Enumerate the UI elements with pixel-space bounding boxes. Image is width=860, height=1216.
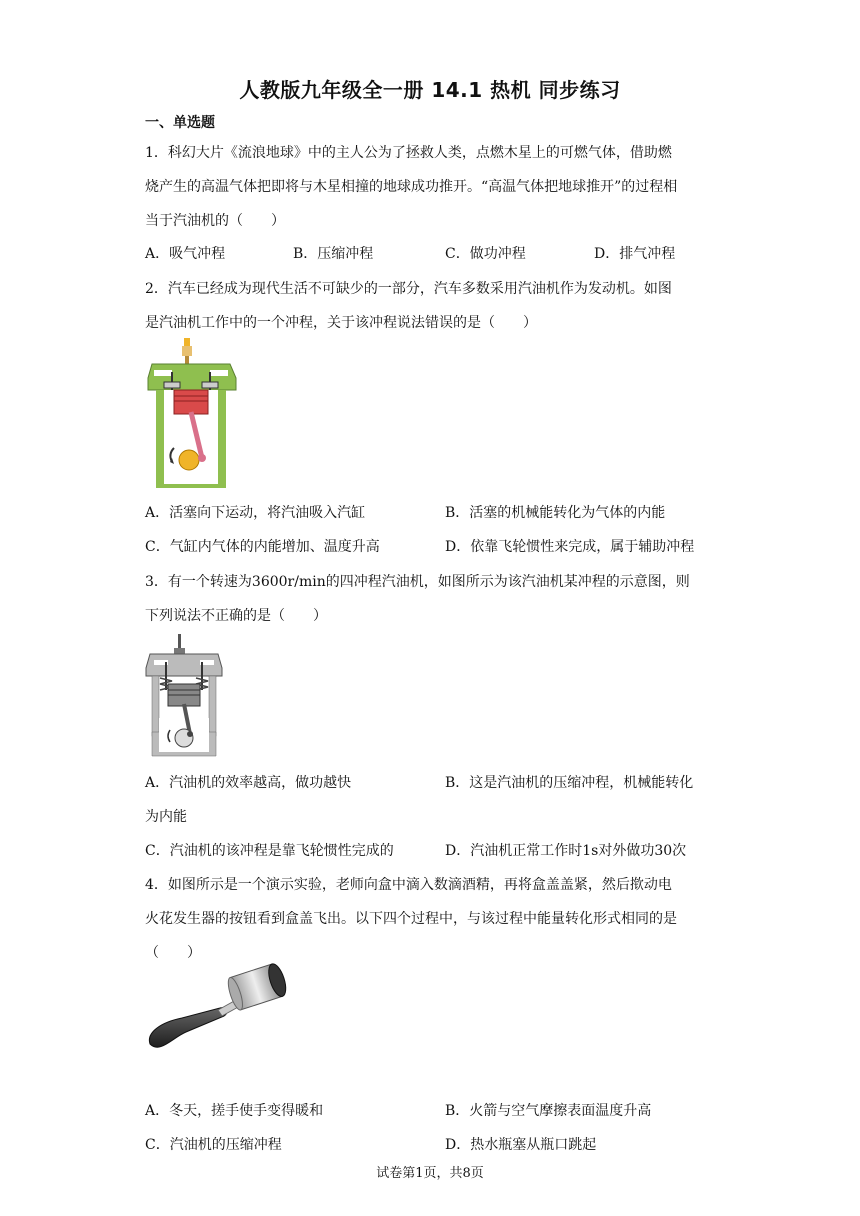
q1-line-1: 1．科幻大片《流浪地球》中的主人公为了拯救人类，点燃木星上的可燃气体，借助燃 (145, 145, 672, 161)
q2-option-d[interactable]: D．依靠飞轮惯性来完成，属于辅助冲程 (445, 539, 695, 555)
q1-option-a[interactable]: A．吸气冲程 (145, 246, 226, 262)
q4-line-1: 4．如图所示是一个演示实验，老师向盒中滴入数滴酒精，再将盒盖盖紧，然后揿动电 (145, 877, 672, 893)
page-title: 人教版九年级全一册 14.1 热机 同步练习 (239, 78, 621, 102)
q4-option-b[interactable]: B．火箭与空气摩擦表面温度升高 (445, 1103, 652, 1119)
spark-igniter-demo-image (142, 962, 288, 1058)
q2-line-1: 2．汽车已经成为现代生活不可缺少的一部分，汽车多数采用汽油机作为发动机。如图 (145, 281, 672, 297)
q3-option-d[interactable]: D．汽油机正常工作时1s对外做功30次 (445, 843, 687, 859)
q3-option-b-continued: 为内能 (145, 809, 187, 825)
q2-line-2: 是汽油机工作中的一个冲程，关于该冲程说法错误的是（ ） (145, 315, 537, 331)
q1-option-d[interactable]: D．排气冲程 (594, 246, 676, 262)
q1-option-c[interactable]: C．做功冲程 (445, 246, 526, 262)
page-footer: 试卷第1页，共8页 (376, 1166, 484, 1181)
engine-diagram-color (144, 338, 240, 490)
q1-line-2: 烧产生的高温气体把即将与木星相撞的地球成功推开。“高温气体把地球推开”的过程相 (145, 179, 678, 195)
q1-option-b[interactable]: B．压缩冲程 (293, 246, 374, 262)
q4-line-2: 火花发生器的按钮看到盒盖飞出。以下四个过程中，与该过程中能量转化形式相同的是 (145, 911, 677, 927)
q4-line-3: （ ） (145, 945, 201, 961)
q3-option-a[interactable]: A．汽油机的效率越高，做功越快 (145, 775, 352, 791)
q3-line-1: 3．有一个转速为3600r/min的四冲程汽油机，如图所示为该汽油机某冲程的示意图，则 (145, 574, 690, 590)
q4-option-d[interactable]: D．热水瓶塞从瓶口跳起 (445, 1137, 597, 1153)
q4-option-c[interactable]: C．汽油机的压缩冲程 (145, 1137, 282, 1153)
q4-option-a[interactable]: A．冬天，搓手使手变得暖和 (145, 1103, 324, 1119)
q2-option-c[interactable]: C．气缸内气体的内能增加、温度升高 (145, 539, 380, 555)
section-heading: 一、单选题 (145, 115, 215, 131)
q3-option-b[interactable]: B．这是汽油机的压缩冲程，机械能转化 (445, 775, 694, 791)
q2-option-a[interactable]: A．活塞向下运动，将汽油吸入汽缸 (145, 505, 366, 521)
q3-line-2: 下列说法不正确的是（ ） (145, 608, 327, 624)
q2-option-b[interactable]: B．活塞的机械能转化为气体的内能 (445, 505, 666, 521)
engine-diagram-gray (144, 634, 224, 758)
q1-line-3: 当于汽油机的（ ） (145, 213, 285, 229)
q3-option-c[interactable]: C．汽油机的该冲程是靠飞轮惯性完成的 (145, 843, 394, 859)
